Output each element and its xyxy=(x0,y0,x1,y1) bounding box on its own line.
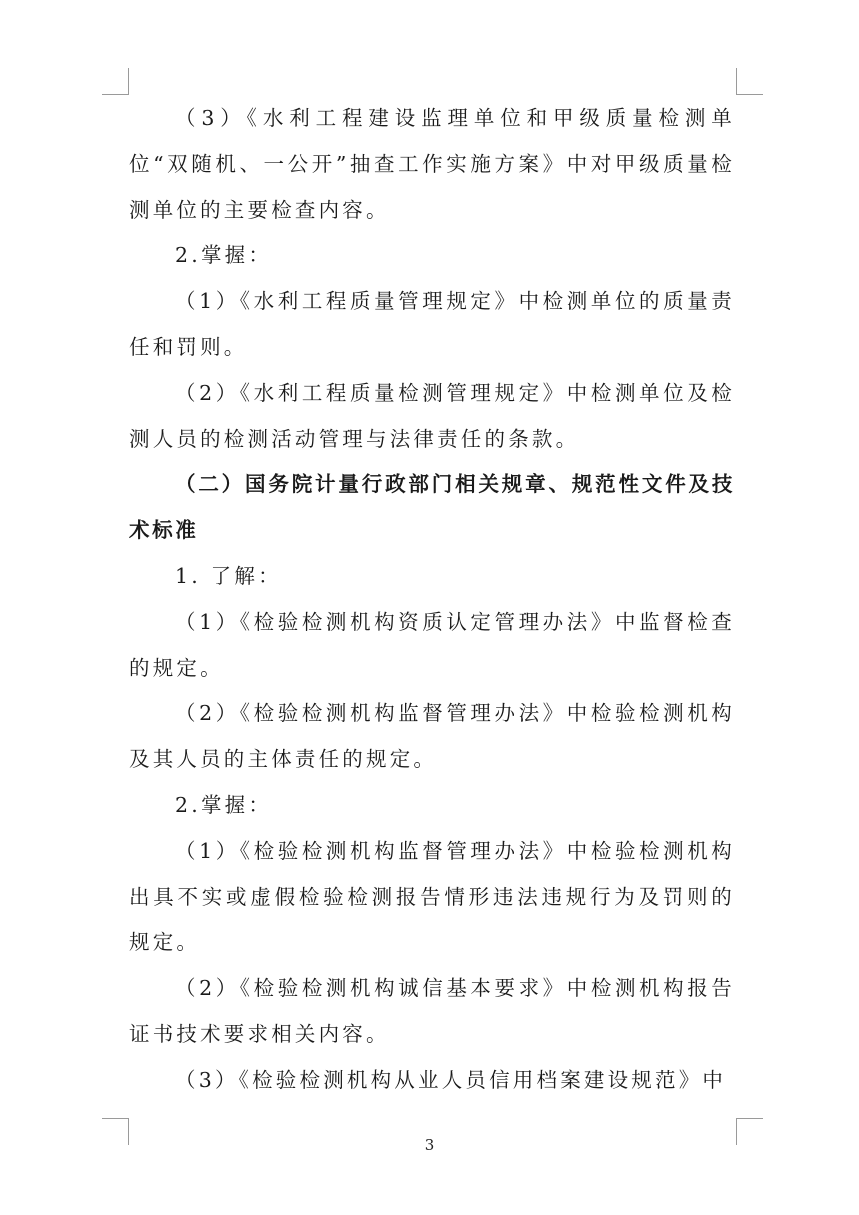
crop-mark-top-left xyxy=(102,68,129,95)
paragraph-item-1-qualification: （1）《检验检测机构资质认定管理办法》中监督检查的规定。 xyxy=(129,609,735,680)
section-heading-metrology: （二）国务院计量行政部门相关规章、规范性文件及技术标准 xyxy=(129,472,735,543)
paragraph-item-3-inspection-plan: （3）《水利工程建设监理单位和甲级质量检测单位“双随机、一公开”抽查工作实施方案》中对甲级质量检测单位的主要检查内容。 xyxy=(129,106,735,222)
paragraph-item-1-false-reports: （1）《检验检测机构监督管理办法》中检验检测机构出具不实或虚假检验检测报告情形违法违规行为及罚则的规定。 xyxy=(129,838,735,955)
paragraph-item-2-supervision: （2）《检验检测机构监督管理办法》中检验检测机构及其人员的主体责任的规定。 xyxy=(129,701,735,772)
paragraph-master-heading-2: 2.掌握： xyxy=(175,792,273,817)
paragraph-understand-heading: 1. 了解： xyxy=(175,563,282,588)
paragraph-item-2-integrity: （2）《检验检测机构诚信基本要求》中检测机构报告证书技术要求相关内容。 xyxy=(129,976,735,1046)
paragraph-item-3-credit-records: （3）《检验检测机构从业人员信用档案建设规范》中 xyxy=(175,1067,727,1092)
page-number: 3 xyxy=(424,1136,435,1154)
crop-mark-top-right xyxy=(736,68,763,95)
paragraph-item-1-quality-management: （1）《水利工程质量管理规定》中检测单位的质量责任和罚则。 xyxy=(129,289,735,359)
document-body xyxy=(129,96,735,1104)
paragraph-item-2-quality-testing: （2）《水利工程质量检测管理规定》中检测单位及检测人员的检测活动管理与法律责任的条款。 xyxy=(129,380,735,451)
paragraph-master-heading: 2.掌握： xyxy=(175,243,273,268)
